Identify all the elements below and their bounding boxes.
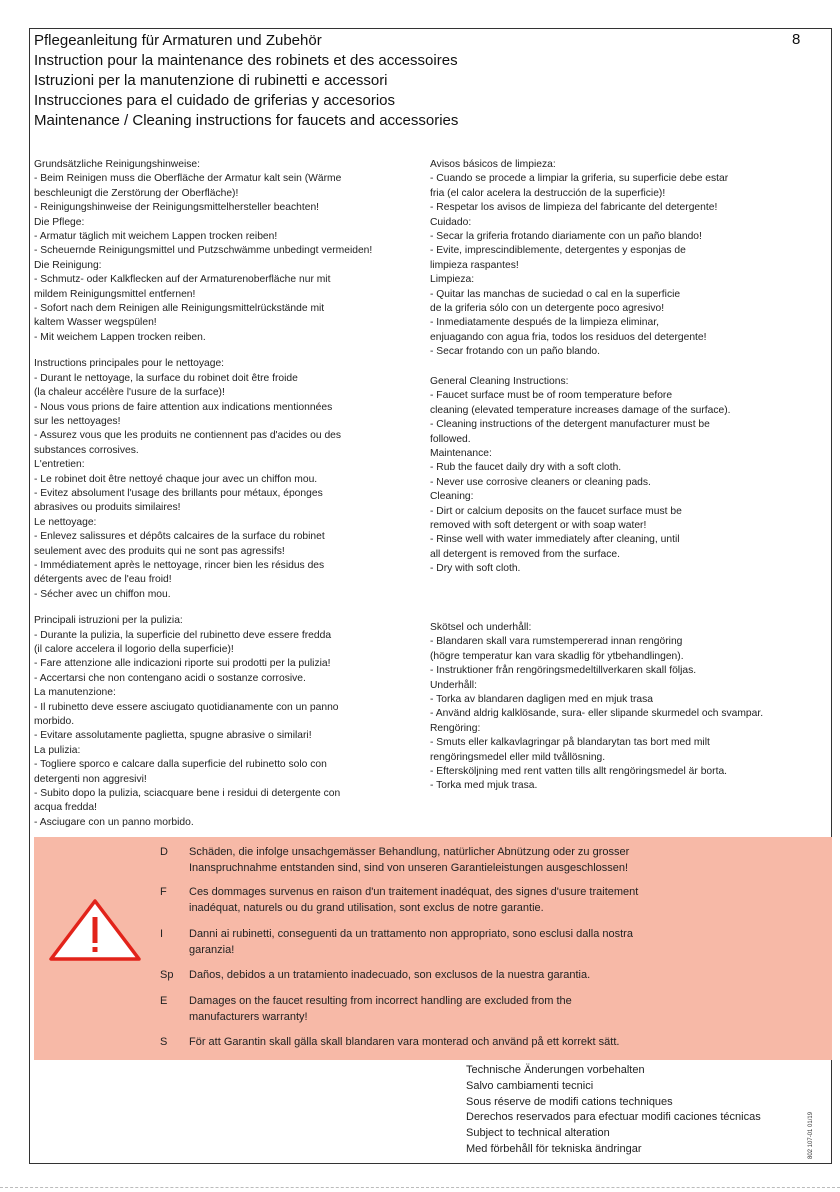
text-line: Underhåll: [430, 679, 477, 691]
warning-line: manufacturers warranty! [189, 1011, 308, 1023]
text-line: Rengöring: [430, 722, 481, 734]
section-it [34, 614, 426, 830]
text-line: - Smuts eller kalkavlagringar på blandarytan tas bort med milt [430, 737, 710, 749]
text-line: - Immédiatement après le nettoyage, rincer bien les résidus des [34, 559, 325, 571]
text-line: - Eftersköljning med rent vatten tills allt rengöringsmedel är borta. [430, 766, 728, 778]
document-id: 802 107-01 01/19 [808, 1111, 814, 1159]
text-line: seulement avec des produits qui ne sont pas agressifs! [34, 545, 285, 557]
title-es: Instrucciones para el cuidado de griferias y accesorios [34, 92, 396, 109]
text-line: - Dirt or calcium deposits on the faucet surface must be [430, 505, 682, 517]
warning-line: Danni ai rubinetti, conseguenti da un trattamento non appropriato, sono esclusi dalla nostra [189, 928, 633, 940]
text-line: sur les nettoyages! [34, 415, 121, 427]
text-line: détergents avec de l'eau froid! [34, 574, 172, 586]
text-line: L'entretien: [34, 459, 85, 471]
section-de [34, 158, 426, 345]
text-line: - Nous vous prions de faire attention aux indications mentionnées [34, 401, 333, 413]
text-line: - Inmediatamente después de la limpieza eliminar, [430, 317, 659, 329]
left-column [34, 158, 426, 830]
text-line: - Togliere sporco e calcare dalla superficie del rubinetto solo con [34, 759, 327, 771]
warning-line: Daños, debidos a un tratamiento inadecuado, son exclusos de la nuestra garantia. [189, 969, 591, 981]
warning-line: Schäden, die infolge unsachgemässer Behandlung, natürlicher Abnützung oder zu grosser [189, 846, 630, 858]
text-line: - Mit weichem Lappen trocken reiben. [34, 331, 206, 343]
text-line: fria (el calor acelera la destrucción de la superficie)! [430, 187, 666, 199]
text-line: acqua fredda! [34, 802, 97, 814]
title-de: Pflegeanleitung für Armaturen und Zubehör [34, 32, 322, 49]
text-line: abrasives ou produits similaires! [34, 502, 181, 514]
cut-line [0, 1187, 840, 1188]
warning-code: I [160, 928, 164, 940]
warning-line: Damages on the faucet resulting from incorrect handling are excluded from the [189, 995, 572, 1007]
warning-line: För att Garantin skall gälla skall blandaren vara monterad och använd på ett korrekt sätt. [189, 1036, 620, 1048]
text-line: - Fare attenzione alle indicazioni riporte sui prodotti per la pulizia! [34, 658, 331, 670]
text-line: - Cleaning instructions of the detergent manufacturer must be [430, 419, 710, 431]
text-line: - Rinse well with water immediately after cleaning, until [430, 534, 680, 546]
text-line: - Dry with soft cloth. [430, 563, 521, 575]
page-number: 8 [792, 31, 801, 48]
text-line: - Quitar las manchas de suciedad o cal en la superficie [430, 288, 681, 300]
warning-code: F [160, 886, 167, 898]
text-line: Die Reinigung: [34, 259, 102, 271]
warning-line: garanzia! [189, 944, 235, 956]
text-line: - Torka av blandaren dagligen med en mjuk trasa [430, 694, 654, 706]
text-line: followed. [430, 433, 471, 445]
text-line: - Durante la pulizia, la superficie del rubinetto deve essere fredda [34, 629, 332, 641]
section-es [430, 158, 830, 360]
text-line: - Cuando se procede a limpiar la griferia, su superficie debe estar [430, 173, 729, 185]
text-line: de la griferia sólo con un detergente poco agresivo! [430, 303, 665, 315]
text-line: - Subito dopo la pulizia, sciacquare bene i residui di detergente con [34, 788, 341, 800]
text-line: detergenti non aggresivi! [34, 773, 147, 785]
text-line: - Never use corrosive cleaners or cleaning pads. [430, 476, 651, 488]
warning-code: E [160, 995, 168, 1007]
text-line: - Torka med mjuk trasa. [430, 780, 538, 792]
title-en: Maintenance / Cleaning instructions for faucets and accessories [34, 112, 459, 129]
text-line: mildem Reinigungsmittel entfernen! [34, 288, 196, 300]
text-line: - Armatur täglich mit weichem Lappen trocken reiben! [34, 231, 278, 243]
section-sv [430, 621, 830, 794]
text-line: substances corrosives. [34, 444, 139, 456]
text-line: removed with soft detergent or with soap water! [430, 520, 647, 532]
text-line: Maintenance: [430, 448, 492, 460]
text-line: cleaning (elevated temperature increases damage of the surface). [430, 404, 731, 416]
text-line: Skötsel och underhåll: [430, 622, 532, 633]
text-line: - Respetar los avisos de limpieza del fabricante del detergente! [430, 202, 718, 214]
text-line: - Il rubinetto deve essere asciugato quotidianamente con un panno [34, 701, 339, 713]
text-line: La pulizia: [34, 744, 81, 756]
notice-line: Sous réserve de modifi cations techniques [466, 1095, 673, 1108]
warning-line: Ces dommages survenus en raison d'un traitement inadéquat, des signes d'usure traitement [189, 886, 639, 898]
text-line: Cleaning: [430, 491, 474, 503]
text-line: - Evitare assolutamente paglietta, spugne abrasive o similari! [34, 730, 312, 742]
text-line: - Enlevez salissures et dépôts calcaires de la surface du robinet [34, 531, 325, 543]
text-line: - Rub the faucet daily dry with a soft cloth. [430, 462, 622, 474]
warning-line: inadéquat, naturels ou du grand utilisation, sont exclus de notre garantie. [189, 902, 544, 914]
text-line: - Använd aldrig kalklösande, sura- eller slipande skurmedel och svampar. [430, 708, 764, 720]
text-line: - Evitez absolument l'usage des brillants pour métaux, éponges [34, 487, 323, 499]
text-line: - Evite, imprescindiblemente, detergentes y esponjas de [430, 245, 686, 257]
text-line: - Le robinet doit être nettoyé chaque jour avec un chiffon mou. [34, 473, 318, 485]
text-line: (la chaleur accélère l'usure de la surface)! [34, 387, 225, 399]
text-line: (högre temperatur kan vara skadlig för ytbehandlingen). [430, 650, 684, 662]
text-line: - Blandaren skall vara rumstempererad innan rengöring [430, 636, 683, 648]
text-line: General Cleaning Instructions: [430, 376, 569, 387]
text-line: Die Pflege: [34, 216, 85, 228]
text-line: - Faucet surface must be of room temperature before [430, 390, 673, 402]
text-line: morbido. [34, 716, 75, 728]
text-line: - Reinigungshinweise der Reinigungsmittelhersteller beachten! [34, 202, 320, 214]
warning-code: D [160, 846, 168, 858]
notice-line: Med förbehåll för tekniska ändringar [466, 1142, 642, 1155]
text-line: - Secar frotando con un paño blando. [430, 346, 601, 358]
text-line: - Accertarsi che non contengano acidi o sostanze corrosive. [34, 672, 306, 684]
text-line: - Schmutz- oder Kalkflecken auf der Armaturenoberfläche nur mit [34, 274, 331, 286]
text-line: - Asciugare con un panno morbido. [34, 816, 194, 828]
text-line: enjuagando con agua fria, todos los residuos del detergente! [430, 331, 707, 343]
warning-code: S [160, 1036, 168, 1048]
text-line: - Durant le nettoyage, la surface du robinet doit être froide [34, 372, 298, 384]
text-line: Instructions principales pour le nettoyage: [34, 358, 225, 370]
warning-line: Inanspruchnahme entstanden sind, sind von unseren Garantieleistungen ausgeschlossen! [189, 862, 629, 874]
text-line: - Sécher avec un chiffon mou. [34, 588, 171, 600]
warning-triangle-icon [49, 899, 141, 961]
text-line: Principali istruzioni per la pulizia: [34, 615, 183, 627]
text-line: beschleunigt die Zerstörung der Oberfläche)! [34, 187, 239, 199]
text-line: Le nettoyage: [34, 516, 97, 528]
title-block [34, 31, 794, 131]
text-line: Grundsätzliche Reinigungshinweise: [34, 159, 200, 170]
notice-line: Derechos reservados para efectuar modifi caciones técnicas [466, 1111, 761, 1124]
text-line: - Scheuernde Reinigungsmittel und Putzschwämme unbedingt vermeiden! [34, 245, 373, 257]
title-fr: Instruction pour la maintenance des robinets et des accessoires [34, 52, 458, 69]
text-line: (il calore accelera il logorio della superficie)! [34, 644, 234, 655]
text-line: - Assurez vous que les produits ne contiennent pas d'acides ou des [34, 430, 342, 442]
section-fr [34, 357, 426, 602]
text-line: - Sofort nach dem Reinigen alle Reinigungsmittelrückstände mit [34, 303, 325, 315]
text-line: Avisos básicos de limpieza: [430, 159, 556, 170]
section-en [430, 375, 830, 577]
notice-line: Subject to technical alteration [466, 1127, 610, 1140]
notice-line: Salvo cambiamenti tecnici [466, 1079, 594, 1092]
text-line: - Beim Reinigen muss die Oberfläche der Armatur kalt sein (Wärme [34, 173, 342, 185]
text-line: kaltem Wasser wegspülen! [34, 317, 157, 329]
text-line: La manutenzione: [34, 687, 116, 699]
text-line: Cuidado: [430, 216, 472, 228]
notice-line: Technische Änderungen vorbehalten [466, 1064, 645, 1076]
title-it: Istruzioni per la manutenzione di rubinetti e accessori [34, 72, 388, 89]
warning-code: Sp [160, 969, 174, 981]
text-line: rengöringsmedel eller mild tvållösning. [430, 751, 606, 763]
text-line: - Secar la griferia frotando diariamente con un paño blando! [430, 231, 702, 243]
technical-changes-notice [466, 1063, 761, 1158]
text-line: limpieza raspantes! [430, 259, 519, 271]
text-line: all detergent is removed from the surface. [430, 548, 621, 560]
text-line: Limpieza: [430, 274, 475, 286]
text-line: - Instruktioner från rengöringsmedeltillverkaren skall följas. [430, 665, 697, 677]
